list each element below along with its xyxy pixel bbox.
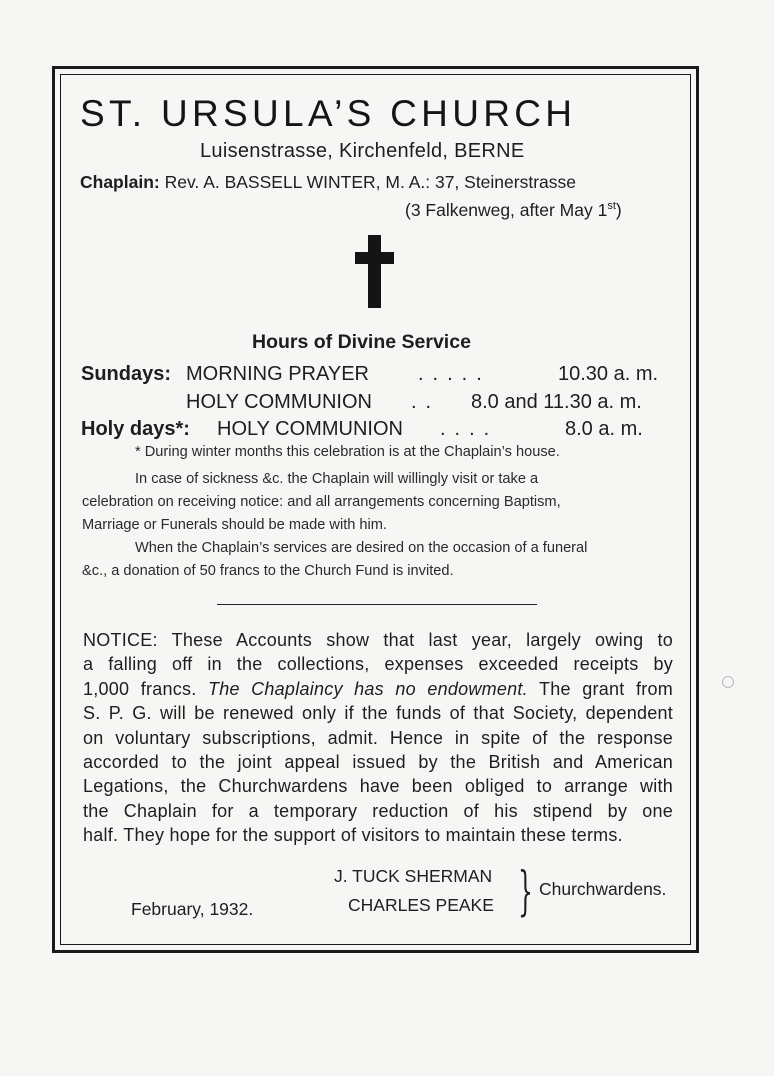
services-heading: Hours of Divine Service <box>252 331 471 353</box>
paper-speck <box>722 676 734 688</box>
church-title: ST. URSULA’S CHURCH <box>80 93 577 134</box>
sickness-line-2: celebration on receiving notice: and all arrangements concerning Baptism, <box>82 494 561 510</box>
signatory-2: CHARLES PEAKE <box>348 895 494 915</box>
service-time: 8.0 a. m. <box>565 418 643 440</box>
service-dots: ..... <box>418 363 491 385</box>
notice-line: half. They hope for the support of visitors to maintain these terms. <box>83 825 623 846</box>
chaplain-line <box>80 172 576 193</box>
notice-line: on voluntary subscriptions, admit. Hence in spite of the response <box>83 727 673 748</box>
service-time: 8.0 and 11.30 a. m. <box>471 391 642 413</box>
sickness-line-3: Marriage or Funerals should be made with him. <box>82 517 387 533</box>
chaplain-note <box>405 200 622 221</box>
service-footnote: * During winter months this celebration is at the Chaplain’s house. <box>135 444 560 460</box>
signatory-role: Churchwardens. <box>539 879 667 899</box>
service-label: Sundays: <box>81 363 172 385</box>
service-name: HOLY COMMUNION <box>217 418 403 440</box>
notice-italic-phrase: The Chaplaincy has no endowment. <box>207 678 528 699</box>
divider <box>217 604 537 605</box>
notice-line <box>83 677 673 701</box>
notice-line: S. P. G. will be renewed only if the funds of that Society, dependent <box>83 703 673 724</box>
notice-line: accorded to the joint appeal issued by the British and American <box>83 751 673 772</box>
chaplain-label: Chaplain: <box>80 172 160 192</box>
notice-paragraph <box>83 628 673 848</box>
service-dots: .... <box>440 418 499 440</box>
church-address: Luisenstrasse, Kirchenfeld, BERNE <box>200 140 525 162</box>
chaplain-note-pre: (3 Falkenweg, after May 1 <box>405 200 608 220</box>
notice-line: the Chaplain for a temporary reduction of his stipend by one <box>83 800 673 821</box>
chaplain-note-sup: st <box>607 200 616 213</box>
funeral-line-2: &c., a donation of 50 francs to the Church Fund is invited. <box>82 563 454 579</box>
sickness-line-1: In case of sickness &c. the Chaplain will willingly visit or take a <box>135 471 539 487</box>
service-time: 10.30 a. m. <box>558 363 659 385</box>
funeral-line-1: When the Chaplain’s services are desired on the occasion of a funeral <box>135 540 588 556</box>
service-name: HOLY COMMUNION <box>186 391 372 413</box>
notice-date: February, 1932. <box>131 899 254 919</box>
notice-line: a falling off in the collections, expenses exceeded receipts by <box>83 654 673 675</box>
notice-line3-pre: 1,000 francs. <box>83 678 208 699</box>
notice-line3-post: The grant from <box>527 678 673 699</box>
service-name: MORNING PRAYER <box>186 363 369 385</box>
service-row-3 <box>81 418 190 441</box>
notice-line: Legations, the Churchwardens have been obliged to arrange with <box>83 776 673 797</box>
service-dots: .. <box>411 391 441 413</box>
brace-icon: } <box>518 862 533 922</box>
signatory-1: J. TUCK SHERMAN <box>334 866 493 886</box>
notice-line: NOTICE: These Accounts show that last year, largely owing to <box>83 630 673 650</box>
service-label: Holy days*: <box>81 418 190 440</box>
chaplain-text: Rev. A. BASSELL WINTER, M. A.: 37, Steinerstrasse <box>164 172 577 192</box>
service-row-1 <box>81 363 171 386</box>
chaplain-note-post: ) <box>615 200 622 220</box>
